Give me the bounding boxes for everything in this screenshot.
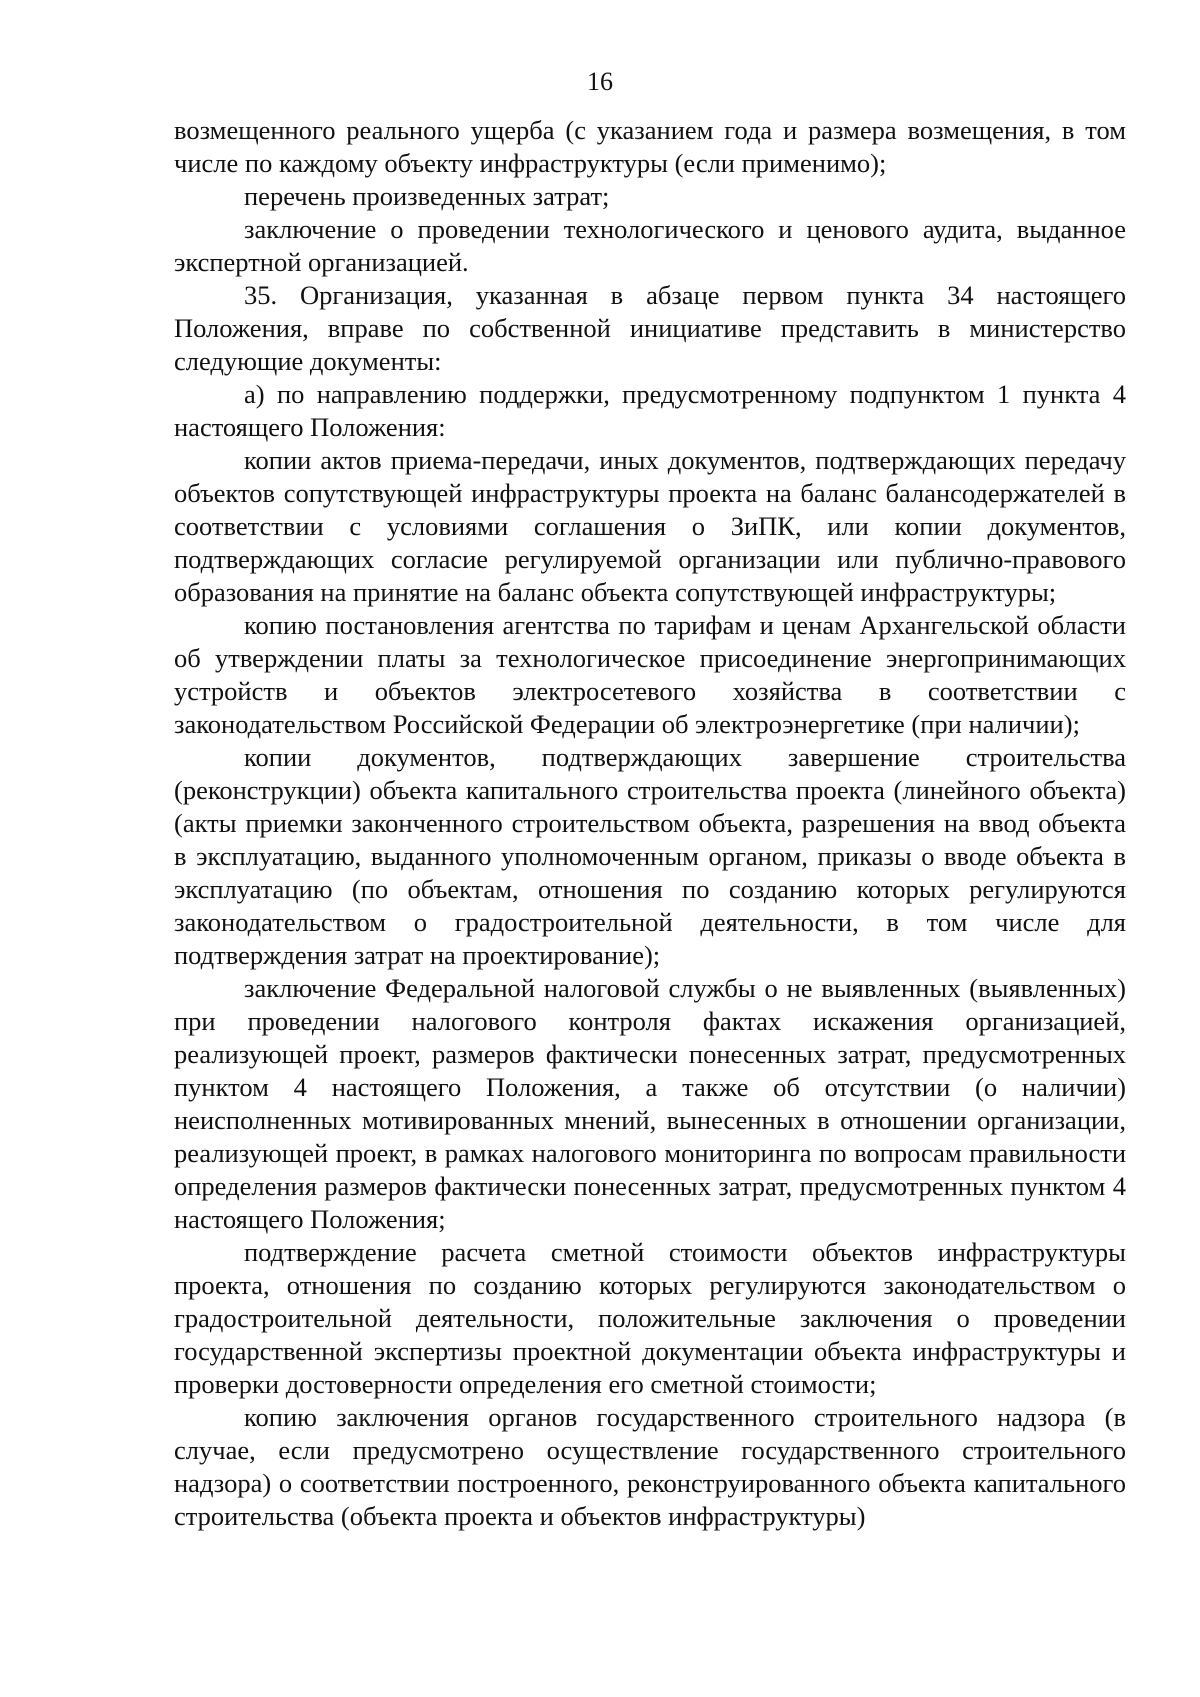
paragraph-construction-completion: копии документов, подтверждающих завершение строительства (реконструкции) объекта капитального строительства проекта (линейного объекта) (акты приемки законченного строительством объекта, разрешения на ввод объекта в эксплуатацию, выданного уполномоченным органом, приказы о вводе объекта в эксплуатацию (по объектам, отношения по созданию которых регулируются законодательством о градостроительной деятельности, в том числе для подтверждения затрат на проектирование);	[174, 742, 1126, 970]
paragraph-tariff-resolution: копию постановления агентства по тарифам и ценам Архангельской области об утверждении платы за технологическое присоединение энергопринимающих устройств и объектов электросетевого хозяйства в соответствии с законодательством Российской Федерации об электроэнергетике (при наличии);	[174, 610, 1126, 739]
paragraph-acceptance-acts: копии актов приема-передачи, иных документов, подтверждающих передачу объектов сопутствующей инфраструктуры проекта на баланс балансодержателей в соответствии с условиями соглашения о ЗиПК, или копии документов, подтверждающих согласие регулируемой организации или публично-правового образования на принятие на баланс объекта сопутствующей инфраструктуры;	[174, 445, 1126, 607]
paragraph-tax-service-conclusion: заключение Федеральной налоговой службы о не выявленных (выявленных) при проведении налогового контроля фактах искажения организацией, реализующей проект, размеров фактически понесенных затрат, предусмотренных пунктом 4 настоящего Положения, а также об отсутствии (о наличии) неисполненных мотивированных мнений, вынесенных в отношении организации, реализующей проект, в рамках налогового мониторинга по вопросам правильности определения размеров фактически понесенных затрат, предусмотренных пунктом 4 настоящего Положения;	[174, 973, 1126, 1234]
document-body	[174, 114, 1126, 1533]
paragraph-continuation: возмещенного реального ущерба (с указанием года и размера возмещения, в том числе по каждому объекту инфраструктуры (если применимо);	[174, 115, 1126, 178]
page-number: 16	[587, 67, 613, 96]
paragraph-subitem-a: а) по направлению поддержки, предусмотренному подпунктом 1 пункта 4 настоящего Положения:	[174, 379, 1126, 442]
paragraph-item-35: 35. Организация, указанная в абзаце первом пункта 34 настоящего Положения, вправе по собственной инициативе представить в министерство следующие документы:	[174, 280, 1126, 376]
paragraph-audit-conclusion: заключение о проведении технологического и ценового аудита, выданное экспертной организацией.	[174, 214, 1126, 277]
paragraph-estimate-confirmation: подтверждение расчета сметной стоимости объектов инфраструктуры проекта, отношения по созданию которых регулируются законодательством о градостроительной деятельности, положительные заключения о проведении государственной экспертизы проектной документации объекта инфраструктуры и проверки достоверности определения его сметной стоимости;	[174, 1237, 1126, 1399]
paragraph-list-of-costs: перечень произведенных затрат;	[244, 181, 610, 211]
paragraph-supervision-conclusion: копию заключения органов государственного строительного надзора (в случае, если предусмотрено осуществление государственного строительного надзора) о соответствии построенного, реконструированного объекта капитального строительства (объекта проекта и объектов инфраструктуры)	[174, 1402, 1126, 1531]
